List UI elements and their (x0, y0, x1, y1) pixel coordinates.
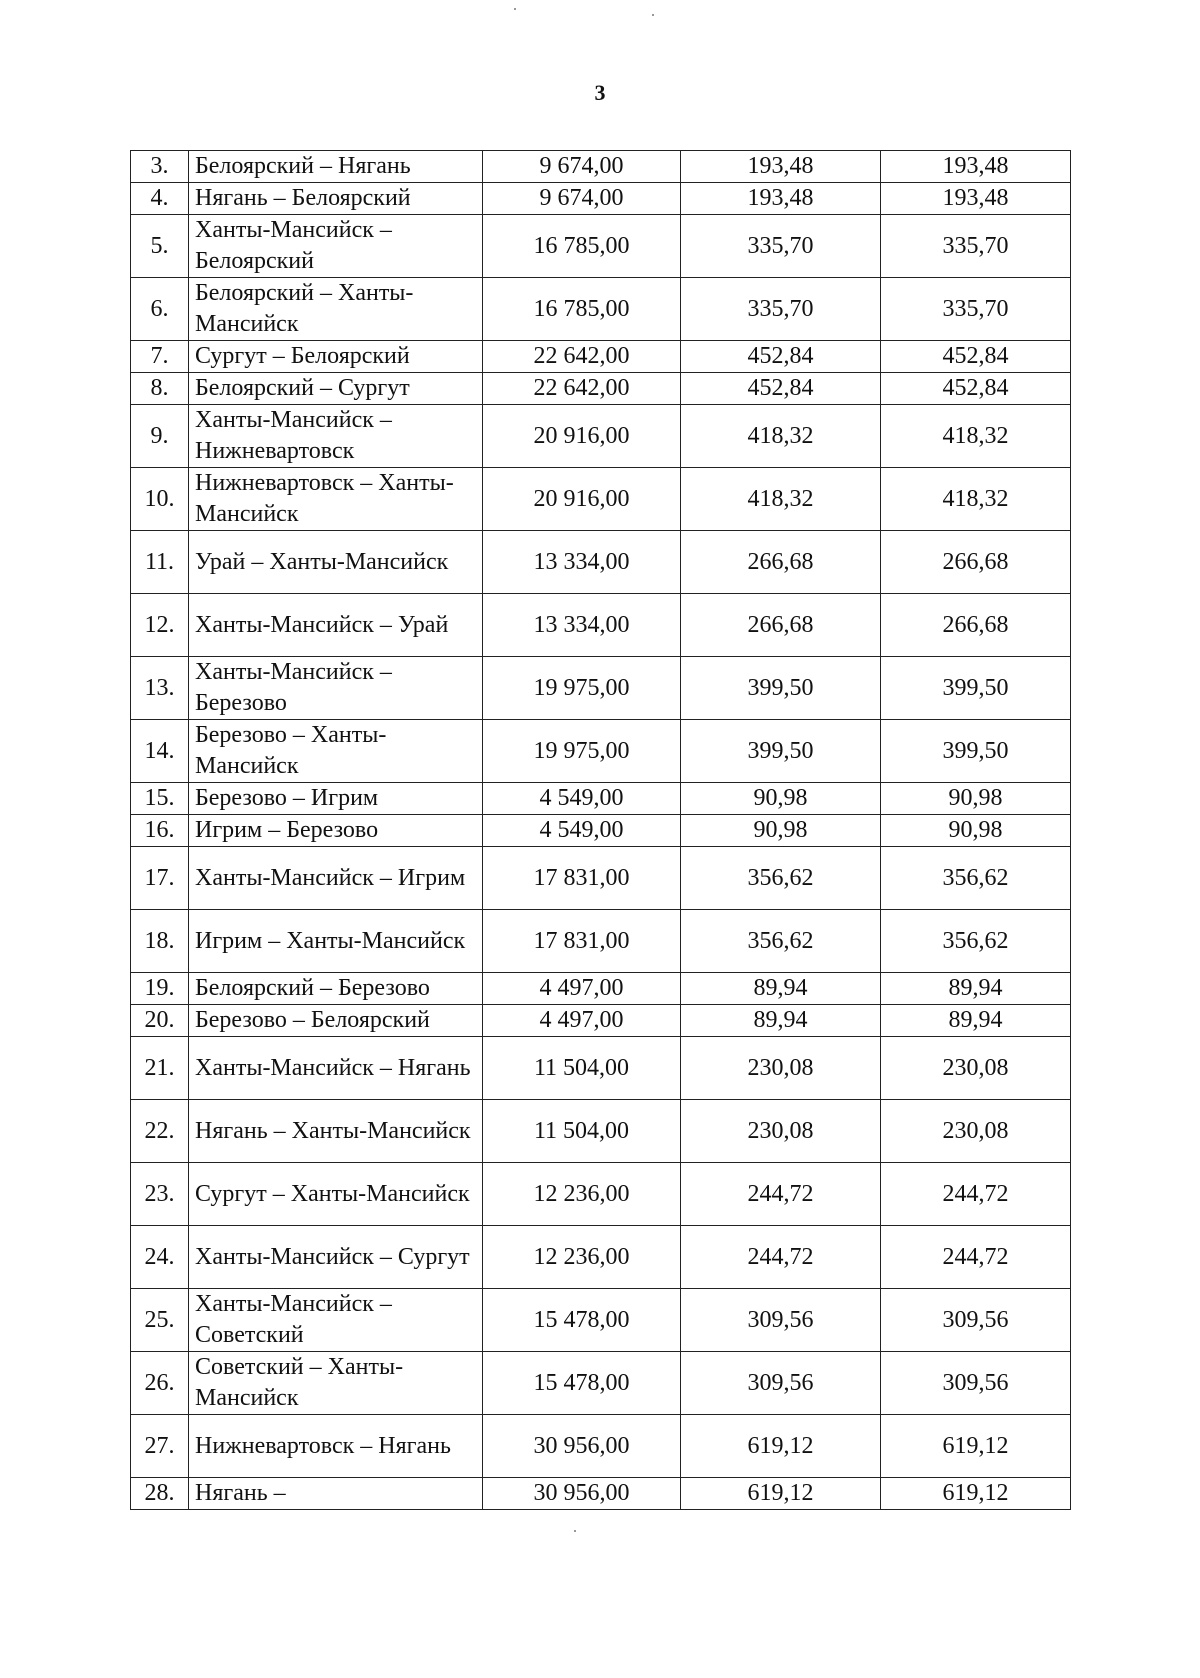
value-cell-3: 418,32 (881, 468, 1071, 531)
row-number-cell: 19. (131, 973, 189, 1005)
table-row (131, 783, 1071, 815)
table-row (131, 1289, 1071, 1352)
table-row (131, 1037, 1071, 1100)
value-cell-2: 356,62 (681, 847, 881, 910)
value-cell-3: 452,84 (881, 341, 1071, 373)
value-cell-3: 335,70 (881, 215, 1071, 278)
table-row (131, 531, 1071, 594)
value-cell-2: 244,72 (681, 1163, 881, 1226)
table-row (131, 1352, 1071, 1415)
route-cell: Белоярский – Сургут (189, 373, 483, 405)
value-cell-3: 399,50 (881, 720, 1071, 783)
value-cell-2: 309,56 (681, 1289, 881, 1352)
table-row (131, 1163, 1071, 1226)
value-cell-1: 22 642,00 (483, 341, 681, 373)
row-number-cell: 4. (131, 183, 189, 215)
value-cell-3: 356,62 (881, 847, 1071, 910)
table-row (131, 973, 1071, 1005)
row-number-cell: 15. (131, 783, 189, 815)
value-cell-1: 19 975,00 (483, 657, 681, 720)
table-row (131, 215, 1071, 278)
route-cell: Березово – Ханты-Мансийск (189, 720, 483, 783)
value-cell-1: 15 478,00 (483, 1352, 681, 1415)
value-cell-2: 193,48 (681, 151, 881, 183)
value-cell-2: 619,12 (681, 1478, 881, 1510)
value-cell-2: 266,68 (681, 531, 881, 594)
value-cell-1: 13 334,00 (483, 531, 681, 594)
route-cell: Белоярский – Нягань (189, 151, 483, 183)
value-cell-3: 452,84 (881, 373, 1071, 405)
route-cell: Ханты-Мансийск – Сургут (189, 1226, 483, 1289)
row-number-cell: 18. (131, 910, 189, 973)
table-row (131, 1005, 1071, 1037)
value-cell-3: 619,12 (881, 1415, 1071, 1478)
scan-speck (652, 14, 654, 16)
route-cell: Сургут – Белоярский (189, 341, 483, 373)
value-cell-3: 266,68 (881, 531, 1071, 594)
table-row (131, 657, 1071, 720)
value-cell-1: 15 478,00 (483, 1289, 681, 1352)
route-cell: Ханты-Мансийск – Нижневартовск (189, 405, 483, 468)
route-cell: Ханты-Мансийск – Игрим (189, 847, 483, 910)
route-cell: Ханты-Мансийск – Урай (189, 594, 483, 657)
value-cell-3: 193,48 (881, 183, 1071, 215)
value-cell-3: 90,98 (881, 815, 1071, 847)
row-number-cell: 13. (131, 657, 189, 720)
value-cell-3: 193,48 (881, 151, 1071, 183)
value-cell-3: 89,94 (881, 1005, 1071, 1037)
value-cell-1: 4 497,00 (483, 973, 681, 1005)
value-cell-1: 4 497,00 (483, 1005, 681, 1037)
value-cell-3: 399,50 (881, 657, 1071, 720)
value-cell-2: 90,98 (681, 783, 881, 815)
route-cell: Нягань – (189, 1478, 483, 1510)
value-cell-3: 230,08 (881, 1100, 1071, 1163)
table-row (131, 594, 1071, 657)
value-cell-1: 4 549,00 (483, 783, 681, 815)
value-cell-3: 619,12 (881, 1478, 1071, 1510)
value-cell-1: 20 916,00 (483, 468, 681, 531)
value-cell-1: 16 785,00 (483, 278, 681, 341)
row-number-cell: 11. (131, 531, 189, 594)
route-cell: Нягань – Белоярский (189, 183, 483, 215)
value-cell-3: 356,62 (881, 910, 1071, 973)
value-cell-2: 230,08 (681, 1037, 881, 1100)
value-cell-2: 452,84 (681, 341, 881, 373)
row-number-cell: 16. (131, 815, 189, 847)
route-cell: Советский – Ханты-Мансийск (189, 1352, 483, 1415)
value-cell-1: 4 549,00 (483, 815, 681, 847)
scan-speck (574, 1530, 576, 1532)
value-cell-3: 244,72 (881, 1226, 1071, 1289)
row-number-cell: 7. (131, 341, 189, 373)
routes-table-body (131, 151, 1071, 1510)
table-row (131, 815, 1071, 847)
value-cell-1: 11 504,00 (483, 1037, 681, 1100)
route-cell: Березово – Белоярский (189, 1005, 483, 1037)
route-cell: Нягань – Ханты-Мансийск (189, 1100, 483, 1163)
row-number-cell: 23. (131, 1163, 189, 1226)
table-row (131, 151, 1071, 183)
table-row (131, 1415, 1071, 1478)
value-cell-3: 266,68 (881, 594, 1071, 657)
route-cell: Ханты-Мансийск – Белоярский (189, 215, 483, 278)
row-number-cell: 17. (131, 847, 189, 910)
value-cell-2: 418,32 (681, 405, 881, 468)
route-cell: Березово – Игрим (189, 783, 483, 815)
route-cell: Игрим – Березово (189, 815, 483, 847)
value-cell-2: 89,94 (681, 1005, 881, 1037)
value-cell-3: 335,70 (881, 278, 1071, 341)
value-cell-3: 90,98 (881, 783, 1071, 815)
route-cell: Белоярский – Ханты-Мансийск (189, 278, 483, 341)
table-row (131, 1226, 1071, 1289)
route-cell: Игрим – Ханты-Мансийск (189, 910, 483, 973)
value-cell-2: 309,56 (681, 1352, 881, 1415)
row-number-cell: 21. (131, 1037, 189, 1100)
route-cell: Урай – Ханты-Мансийск (189, 531, 483, 594)
table-row (131, 278, 1071, 341)
route-cell: Ханты-Мансийск – Советский (189, 1289, 483, 1352)
value-cell-1: 20 916,00 (483, 405, 681, 468)
route-cell: Ханты-Мансийск – Березово (189, 657, 483, 720)
value-cell-2: 266,68 (681, 594, 881, 657)
row-number-cell: 5. (131, 215, 189, 278)
row-number-cell: 8. (131, 373, 189, 405)
row-number-cell: 26. (131, 1352, 189, 1415)
route-cell: Белоярский – Березово (189, 973, 483, 1005)
value-cell-3: 309,56 (881, 1289, 1071, 1352)
row-number-cell: 3. (131, 151, 189, 183)
row-number-cell: 9. (131, 405, 189, 468)
value-cell-2: 230,08 (681, 1100, 881, 1163)
value-cell-1: 11 504,00 (483, 1100, 681, 1163)
row-number-cell: 27. (131, 1415, 189, 1478)
row-number-cell: 10. (131, 468, 189, 531)
page-number: 3 (594, 80, 606, 105)
value-cell-2: 244,72 (681, 1226, 881, 1289)
row-number-cell: 12. (131, 594, 189, 657)
value-cell-2: 335,70 (681, 215, 881, 278)
value-cell-1: 19 975,00 (483, 720, 681, 783)
value-cell-2: 193,48 (681, 183, 881, 215)
scan-speck (514, 8, 516, 10)
value-cell-1: 30 956,00 (483, 1478, 681, 1510)
table-row (131, 183, 1071, 215)
table-row (131, 1478, 1071, 1510)
route-cell: Ханты-Мансийск – Нягань (189, 1037, 483, 1100)
value-cell-1: 30 956,00 (483, 1415, 681, 1478)
row-number-cell: 20. (131, 1005, 189, 1037)
table-row (131, 720, 1071, 783)
row-number-cell: 24. (131, 1226, 189, 1289)
value-cell-2: 452,84 (681, 373, 881, 405)
row-number-cell: 6. (131, 278, 189, 341)
value-cell-1: 22 642,00 (483, 373, 681, 405)
value-cell-2: 90,98 (681, 815, 881, 847)
table-row (131, 910, 1071, 973)
value-cell-2: 356,62 (681, 910, 881, 973)
value-cell-1: 16 785,00 (483, 215, 681, 278)
route-cell: Нижневартовск – Ханты-Мансийск (189, 468, 483, 531)
value-cell-1: 17 831,00 (483, 910, 681, 973)
route-cell: Нижневартовск – Нягань (189, 1415, 483, 1478)
table-row (131, 468, 1071, 531)
value-cell-2: 399,50 (681, 657, 881, 720)
routes-table (130, 150, 1071, 1510)
route-cell: Сургут – Ханты-Мансийск (189, 1163, 483, 1226)
value-cell-1: 13 334,00 (483, 594, 681, 657)
table-row (131, 373, 1071, 405)
value-cell-1: 17 831,00 (483, 847, 681, 910)
row-number-cell: 25. (131, 1289, 189, 1352)
value-cell-3: 230,08 (881, 1037, 1071, 1100)
value-cell-3: 89,94 (881, 973, 1071, 1005)
table-row (131, 405, 1071, 468)
row-number-cell: 28. (131, 1478, 189, 1510)
value-cell-2: 418,32 (681, 468, 881, 531)
value-cell-2: 89,94 (681, 973, 881, 1005)
row-number-cell: 14. (131, 720, 189, 783)
value-cell-3: 244,72 (881, 1163, 1071, 1226)
row-number-cell: 22. (131, 1100, 189, 1163)
table-row (131, 1100, 1071, 1163)
value-cell-2: 619,12 (681, 1415, 881, 1478)
table-container (130, 150, 1070, 1510)
value-cell-2: 399,50 (681, 720, 881, 783)
table-row (131, 341, 1071, 373)
value-cell-2: 335,70 (681, 278, 881, 341)
value-cell-1: 9 674,00 (483, 183, 681, 215)
value-cell-1: 12 236,00 (483, 1226, 681, 1289)
value-cell-3: 309,56 (881, 1352, 1071, 1415)
value-cell-1: 12 236,00 (483, 1163, 681, 1226)
table-row (131, 847, 1071, 910)
value-cell-3: 418,32 (881, 405, 1071, 468)
value-cell-1: 9 674,00 (483, 151, 681, 183)
